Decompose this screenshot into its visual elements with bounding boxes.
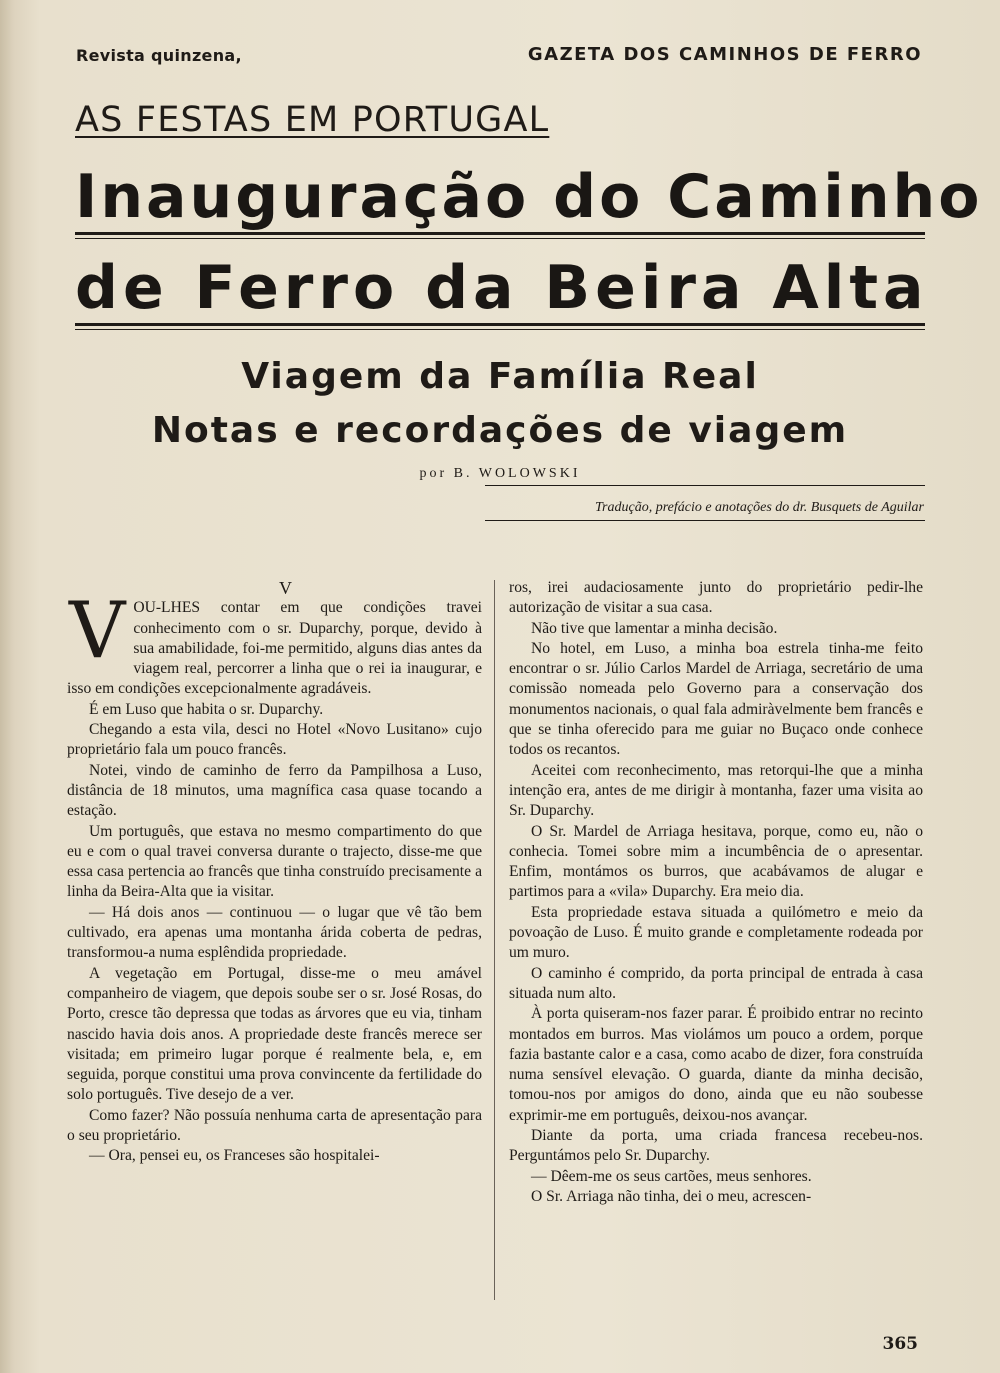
article-paragraph: A vegetação em Portugal, disse-me o meu amável companheiro de viagem, que depois soube ser o sr. José Rosas, do Porto, cresce tão depressa que todas as árvores que eu via, tinham nascido havia dois anos. A propriedade deste francês merece ser visitada; em primeiro lugar porque é realmente bela, e, em seguida, porque constitui uma prova convincente da fertilidade do solo português. Tive desejo de a ver. [67, 964, 482, 1104]
article-paragraph: Um português, que estava no mesmo compartimento do que eu e com o qual travei conversa durante o trajecto, disse-me que essa casa pertencia ao francês que tinha construído precisamente a linha da Beira-Alta que ia visitar. [67, 822, 482, 901]
headline-rule-2b [75, 329, 925, 330]
article-paragraph: — Dêem-me os seus cartões, meus senhores. [531, 1167, 812, 1185]
running-header-left: Revista quinzena, [76, 46, 242, 65]
article-paragraph: Como fazer? Não possuía nenhuma carta de apresentação para o seu proprietário. [67, 1106, 482, 1145]
article-paragraph: Notei, vindo de caminho de ferro da Pampilhosa a Luso, distância de 18 minutos, uma magnífica casa quase tocando a estação. [67, 761, 482, 820]
article-column-left [67, 578, 482, 1167]
article-paragraph: É em Luso que habita o sr. Duparchy. [89, 700, 324, 718]
article-paragraph: O Sr. Arriaga não tinha, dei o meu, acrescen- [531, 1187, 812, 1205]
article-paragraph: O caminho é comprido, da porta principal de entrada à casa situada num alto. [509, 964, 923, 1002]
section-title: AS FESTAS EM PORTUGAL [75, 100, 550, 140]
byline: por B. WOLOWSKI [419, 466, 581, 481]
article-paragraph [67, 586, 482, 699]
article-paragraph: Não tive que lamentar a minha decisão. [531, 619, 778, 637]
article-paragraph: Diante da porta, uma criada francesa recebeu-nos. Perguntámos pelo Sr. Duparchy. [509, 1127, 923, 1165]
article-paragraph: À porta quiseram-nos fazer parar. É proibido entrar no recinto montados em burros. Mas violámos um pouco a ordem, porque fazia bastante calor e a casa, como acabo de dizer, fora construída numa sensível elevação. O guarda, diante da minha decisão, tomou-nos por amigos do dono, ainda que eu não soubesse exprimir-me em português, deixou-nos avançar. [509, 1005, 923, 1124]
headline-rule-2 [75, 323, 925, 326]
subheadline-line-2: Notas e recordações de viagem [151, 410, 849, 451]
paragraph-text: OU-LHES contar em que condições travei conhecimento com o sr. Duparchy, porque, devido à sua amabilidade, foi-me permitido, alguns dias antes da viagem real, percorrer a linha que o rei ia inaugurar, e isso em condições excepcionalmente agradáveis. [67, 599, 482, 698]
article-paragraph: O Sr. Mardel de Arriaga hesitava, porque, como eu, não o conhecia. Tomei sobre mim a incumbência de o apresentar. Enfim, montámos os burros, que acabávamos de alugar e partimos para a «vila» Duparchy. Era meio dia. [509, 822, 923, 901]
column-divider [494, 580, 495, 1300]
drop-cap: V [69, 586, 126, 677]
article-paragraph: Chegando a esta vila, desci no Hotel «Novo Lusitano» cujo proprietário fala um pouco francês. [67, 721, 482, 759]
subheadline-line-1: Viagem da Família Real [241, 356, 759, 397]
article-paragraph: Esta propriedade estava situada a quilómetro e meio da povoação de Luso. É muito grande e completamente rodeada por um muro. [509, 903, 923, 962]
article-paragraph: ros, irei audaciosamente junto do proprietário pedir-lhe autorização de visitar a sua casa. [509, 579, 923, 617]
headline-line-2: de Ferro da Beira Alta [75, 253, 929, 323]
translation-credit: Tradução, prefácio e anotações do dr. Busquets de Aguilar [595, 500, 924, 515]
running-header-right: GAZETA DOS CAMINHOS DE FERRO [527, 44, 922, 65]
article-paragraph: — Há dois anos — continuou — o lugar que vê tão bem cultivado, era apenas uma montanha árida coberta de pedras, transformou-a numa esplêndida propriedade. [67, 903, 482, 962]
credit-rule [485, 520, 925, 521]
headline-rule-1b [75, 238, 925, 239]
headline-rule-1 [75, 232, 925, 235]
article-paragraph: Aceitei com reconhecimento, mas retorqui-lhe que a minha intenção era, antes de me dirigir à montanha, fazer uma visita ao Sr. Duparchy. [509, 761, 923, 820]
headline-line-1: Inauguração do Caminho [75, 162, 983, 232]
page-number: 365 [882, 1334, 918, 1354]
article-paragraph: No hotel, em Luso, a minha boa estrela tinha-me feito encontrar o sr. Júlio Carlos Mardel de Arriaga, secretário de uma comissão nomeada pelo Governo para a conservação dos monumentos nacionais, o qual fala admiràvelmente bem francês e que se tinha oferecido para me guiar no Buçaco onde conhece todos os recantos. [509, 639, 923, 759]
chapter-numeral: V [279, 578, 292, 598]
article-paragraph: — Ora, pensei eu, os Franceses são hospitalei- [89, 1147, 380, 1165]
article-column-right [509, 578, 923, 1207]
byline-rule [485, 485, 925, 486]
